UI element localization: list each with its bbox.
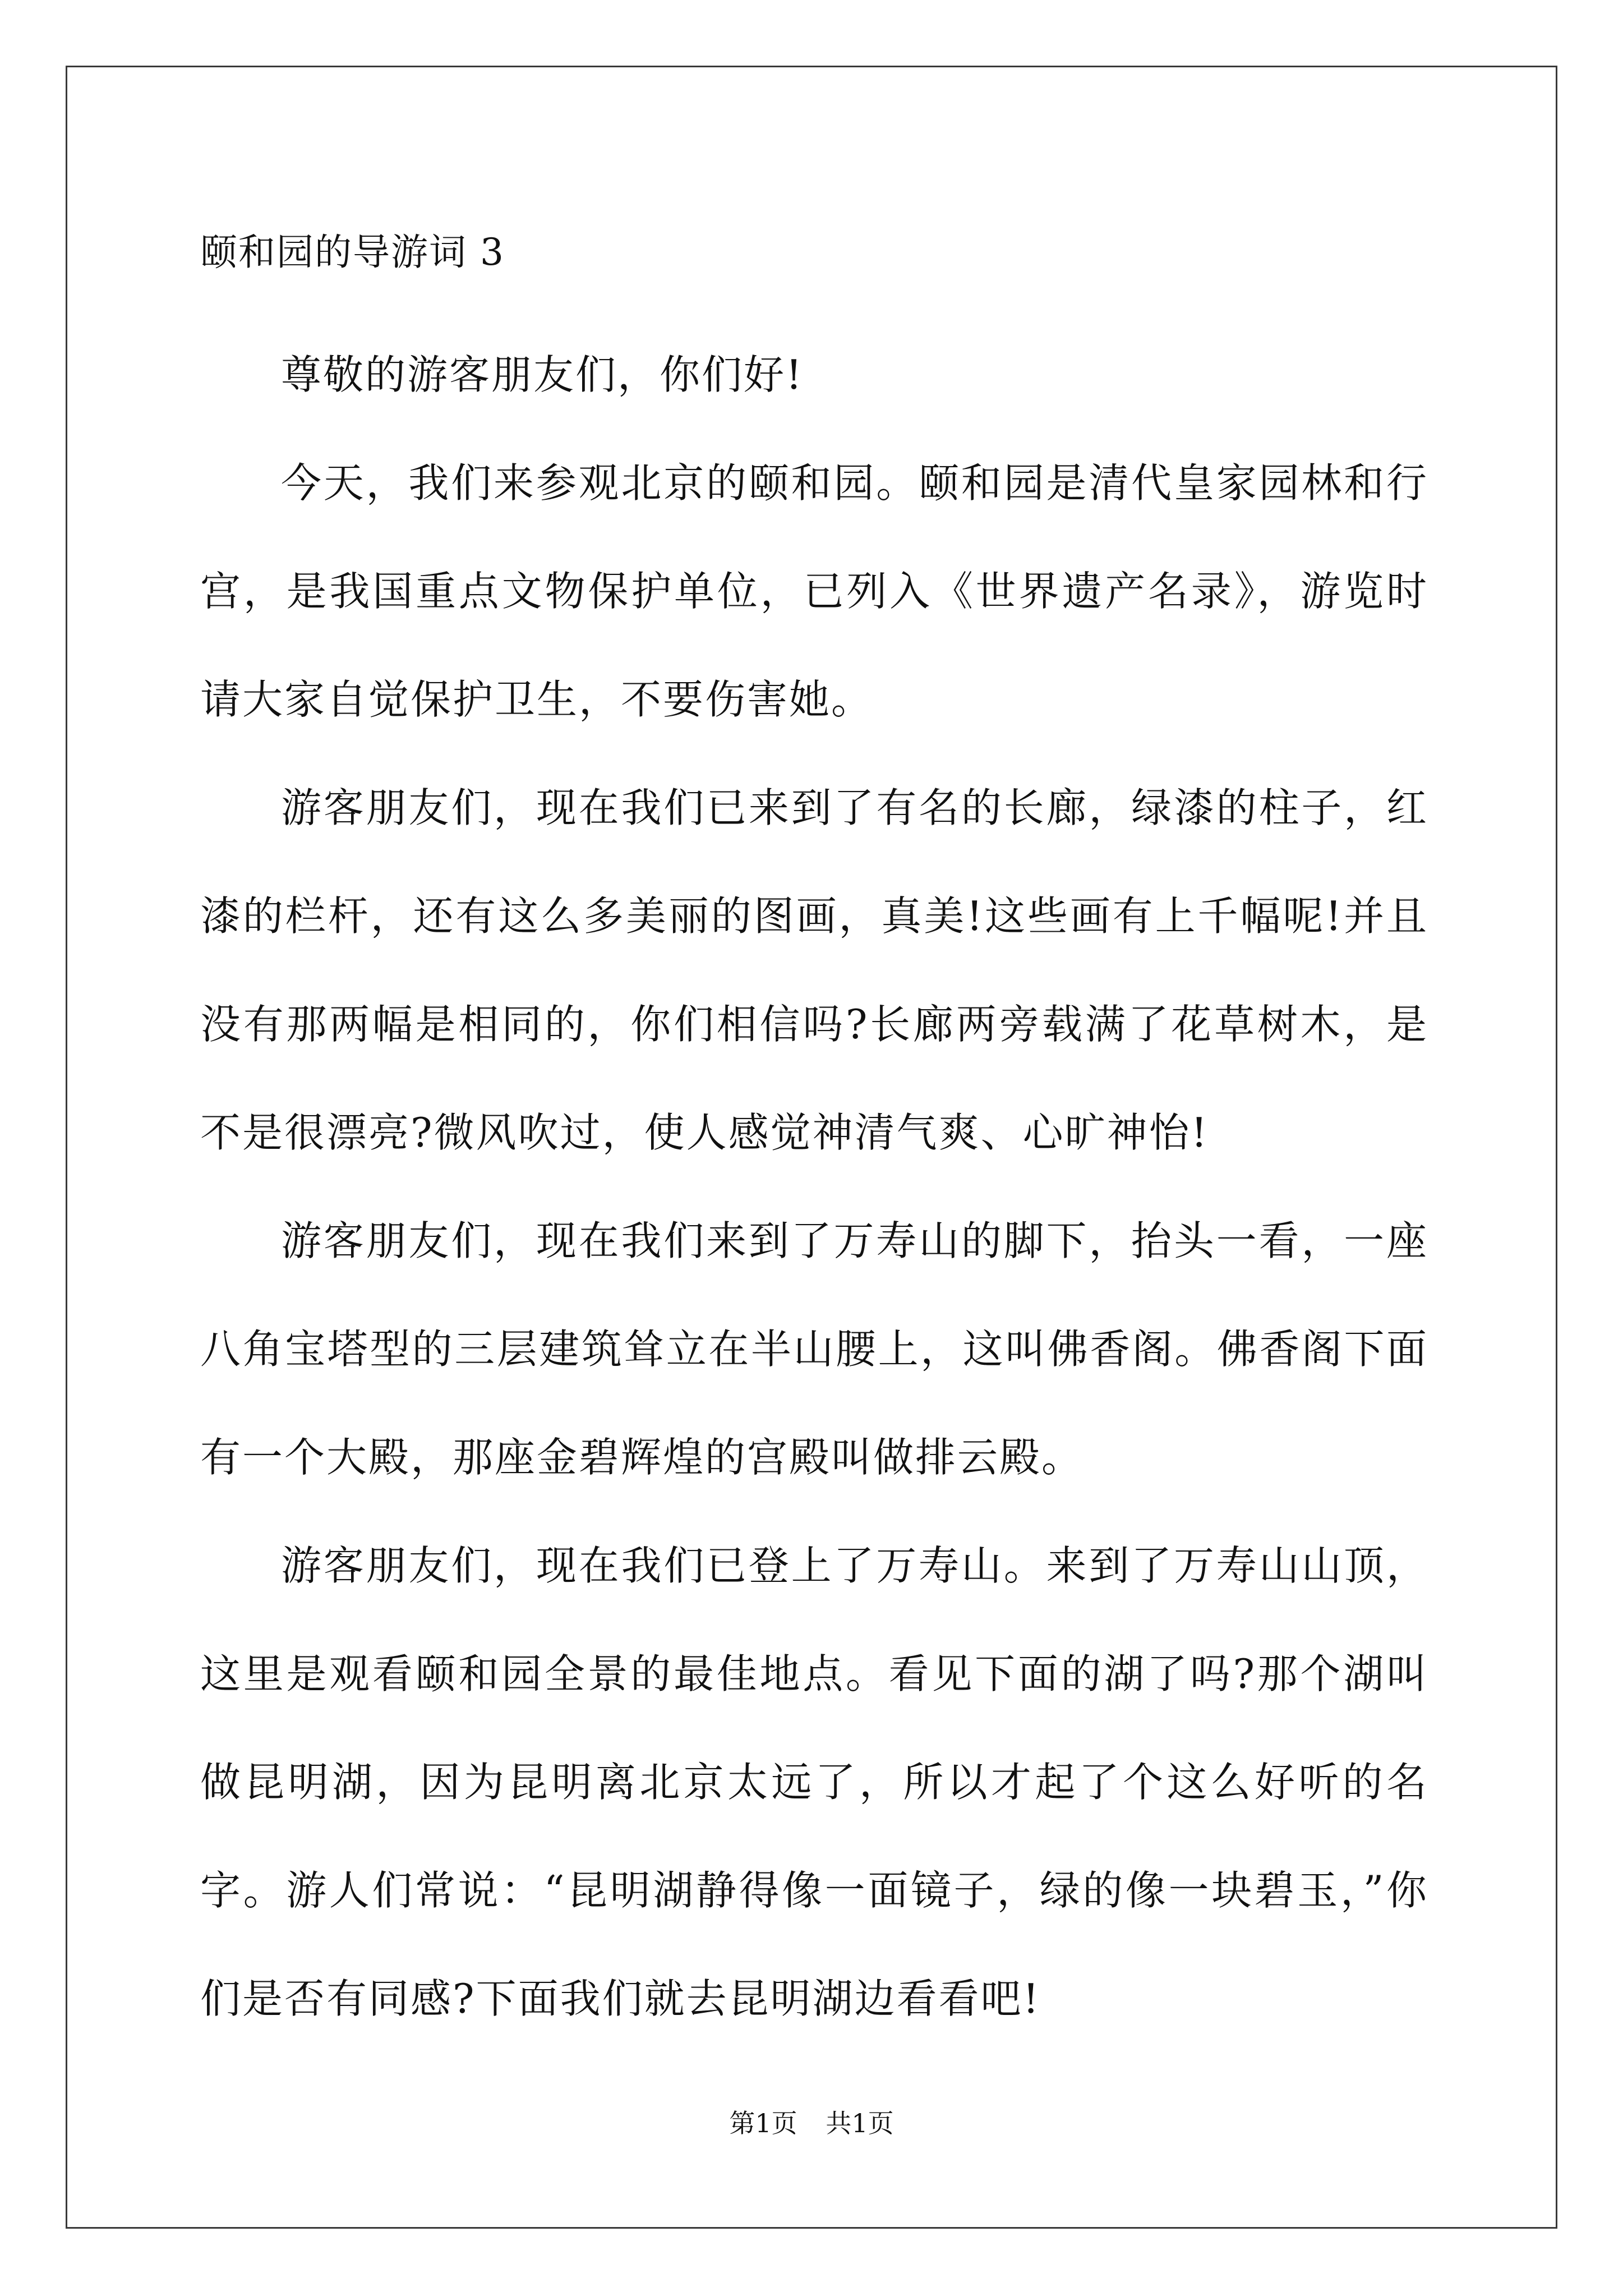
- paragraph-long-corridor: 游客朋友们，现在我们已来到了有名的长廊，绿漆的柱子，红漆的栏杆，还有这么多美丽的图画，真美!这些画有上千幅呢!并且没有那两幅是相同的，你们相信吗?长廊两旁载满了花草树木，是不是很漂亮?微风吹过，使人感觉神清气爽、心旷神怡!: [200, 784, 1428, 1156]
- paragraph-intro: 今天，我们来参观北京的颐和园。颐和园是清代皇家园林和行宫，是我国重点文物保护单位，已列入《世界遗产名录》，游览时请大家自觉保护卫生，不要伤害她。: [200, 459, 1428, 723]
- paragraph-kunming-lake: 游客朋友们，现在我们已登上了万寿山。来到了万寿山山顶，这里是观看颐和园全景的最佳地点。看见下面的湖了吗?那个湖叫做昆明湖，因为昆明离北京太远了，所以才起了个这么好听的名字。游人们常说：“昆明湖静得像一面镜子，绿的像一块碧玉，”你们是否有同感?下面我们就去昆明湖边看看吧!: [200, 1542, 1428, 2022]
- page-number: 第1页: [729, 2108, 797, 2138]
- document-title: 颐和园的导游词 3: [200, 231, 505, 274]
- page-total: 共1页: [826, 2108, 894, 2138]
- paragraph-longevity-hill: 游客朋友们，现在我们来到了万寿山的脚下，抬头一看，一座八角宝塔型的三层建筑耸立在半山腰上，这叫佛香阁。佛香阁下面有一个大殿，那座金碧辉煌的宫殿叫做排云殿。: [200, 1217, 1428, 1481]
- page-footer: [0, 2106, 1623, 2140]
- document-body: [200, 219, 1428, 2053]
- paragraph-greeting: 尊敬的游客朋友们，你们好!: [281, 351, 804, 398]
